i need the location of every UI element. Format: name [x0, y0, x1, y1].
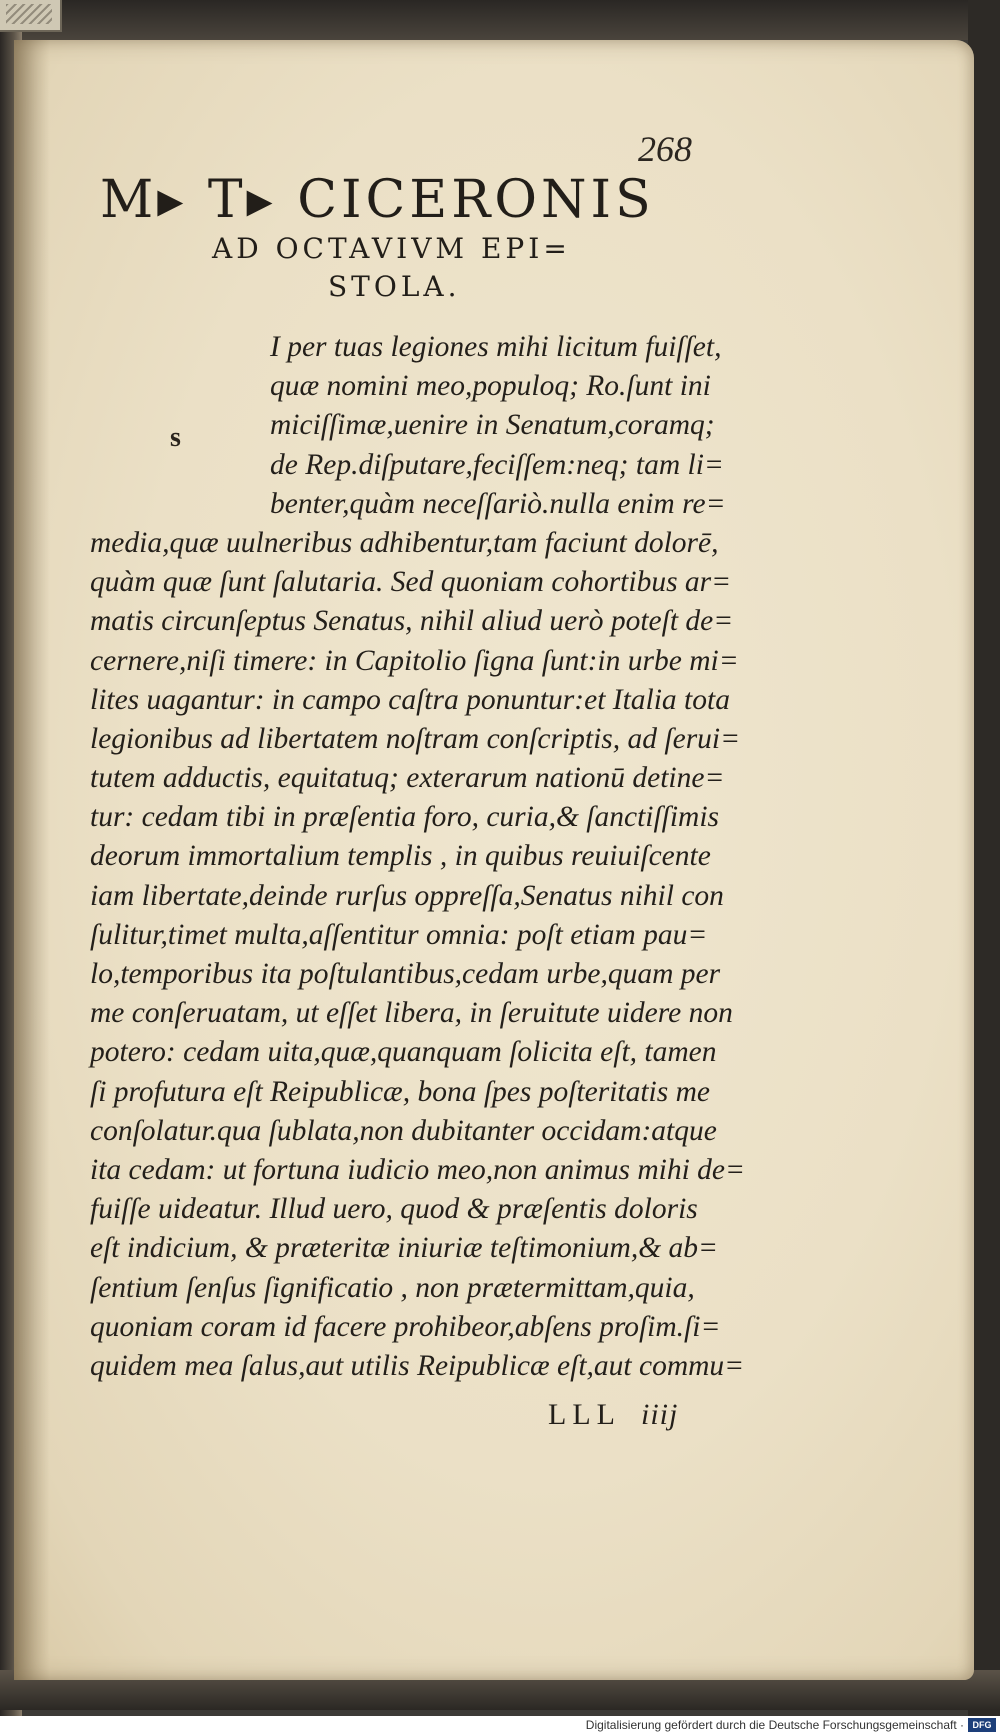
text-line: de Rep.diſputare,feciſſem:neq; tam li= [270, 448, 724, 481]
text-line: miciſſimæ,uenire in Senatum,coramq; [270, 409, 715, 442]
text-line: ſulitur,timet multa,aſſentitur omnia: poſt etiam pau= [90, 918, 708, 951]
dfg-logo: DFG [968, 1718, 996, 1732]
text-line: conſolatur.qua ſublata,non dubitanter occidam:atque [90, 1114, 717, 1147]
text-line: eſt indicium, & præteritæ iniuriæ teſtimonium,& ab= [90, 1232, 718, 1265]
text-line: lites uagantur: in campo caſtra ponuntur:et Italia tota [90, 683, 730, 716]
text-line: tur: cedam tibi in præſentia foro, curia,& ſanctiſſimis [90, 801, 720, 834]
text-line: cernere,niſi timere: in Capitolio ſigna ſunt:in urbe mi= [90, 644, 739, 677]
text-line: legionibus ad libertatem noſtram conſcriptis, ad ſerui= [90, 722, 741, 755]
funding-credit: Digitalisierung gefördert durch die Deutsche Forschungsgemeinschaft · [585, 1718, 964, 1732]
text-line: benter,quàm neceſſariò.nulla enim re= [270, 487, 726, 520]
book-top-shadow [0, 0, 1000, 40]
page-number: 268 [638, 129, 692, 169]
text-line: media,quæ uulneribus adhibentur,tam faciunt dolorē, [90, 526, 719, 559]
text-line: ſi profutura eſt Reipublicæ, bona ſpes poſteritatis me [90, 1075, 711, 1108]
text-line: ita cedam: ut fortuna iudicio meo,non animus mihi de= [90, 1153, 745, 1186]
letter-body [90, 328, 745, 1386]
text-line: iam libertate,deinde rurſus oppreſſa,Senatus nihil con [90, 879, 724, 912]
margin-note: s [170, 422, 181, 453]
title-author: M▸ T▸ CICERONIS [100, 170, 655, 230]
text-line: me conſeruatam, ut eſſet libera, in ſeruitute uidere non [90, 997, 733, 1030]
signature-mark [548, 1398, 678, 1432]
text-line: fuiſſe uideatur. Illud uero, quod & præſentis doloris [90, 1193, 698, 1226]
text-line: deorum immortalium templis , in quibus reuiuiſcente [90, 840, 711, 873]
text-line: quoniam coram id facere prohibeor,abſens proſim.ſi= [90, 1310, 721, 1343]
signature-letters: LLL [548, 1398, 621, 1431]
scan-corner-marker [0, 0, 62, 32]
text-line: quæ nomini meo,populoq; Ro.ſunt ini [270, 370, 711, 403]
text-line: tutem adductis, equitatuq; exterarum nationū detine= [90, 762, 725, 795]
text-line: quàm quæ ſunt ſalutaria. Sed quoniam cohortibus ar= [90, 566, 732, 599]
text-line: I per tuas legiones mihi licitum fuiſſet, [270, 331, 722, 363]
title-subtitle: AD OCTAVIVM EPI= [212, 232, 571, 265]
text-line: matis circunſeptus Senatus, nihil aliud uerò poteſt de= [90, 605, 734, 638]
text-line: quidem mea ſalus,aut utilis Reipublicæ eſt,aut commu= [90, 1349, 745, 1382]
title-subtitle-cont: STOLA. [328, 270, 461, 303]
text-line: potero: cedam uita,quæ,quanquam ſolicita eſt, tamen [90, 1036, 717, 1069]
text-line: ſentium ſenſus ſignificatio , non prætermittam,quia, [90, 1271, 695, 1304]
signature-number: iiij [640, 1398, 679, 1431]
text-line: lo,temporibus ita poſtulantibus,cedam urbe,quam per [90, 958, 721, 990]
